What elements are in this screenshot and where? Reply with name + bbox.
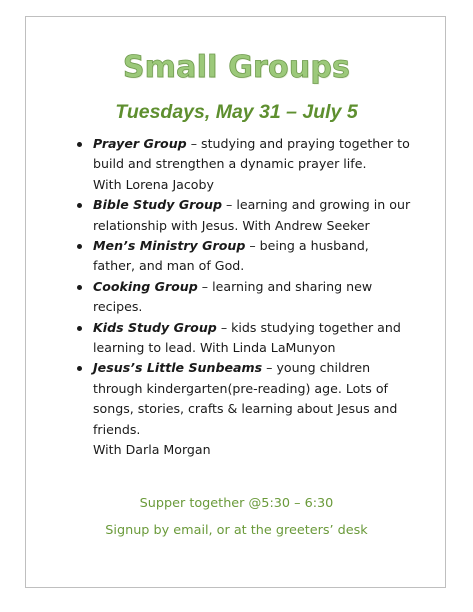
group-leader: With Andrew Seeker [238,217,370,233]
signup-note: Signup by email, or at the greeters’ desk [105,523,368,538]
group-name: Cooking Group [93,278,198,294]
group-separator: – [216,319,232,335]
group-description: young children through kindergarten(pre-reading) age. Lots of songs, stories, crafts & learning about Jesus and friends. [93,360,398,437]
group-description: studying and praying together to build and strengthen a dynamic prayer life. [93,136,410,172]
list-item [76,318,414,359]
group-leader: With Lorena Jacoby [93,176,214,192]
list-item [76,358,414,460]
group-description: being a husband, father, and man of God. [93,238,369,274]
group-separator: – [197,278,213,294]
list-item [76,134,414,195]
list-item [76,236,414,277]
date-range-subtitle: Tuesdays, May 31 – July 5 [115,101,358,123]
bullet-icon [77,366,82,371]
bullet-icon [77,244,82,249]
bullet-icon [77,203,82,208]
group-description: kids studying together and learning to lead. [93,319,401,356]
list-item [76,277,414,318]
group-name: Bible Study Group [93,197,223,213]
group-name: Men’s Ministry Group [93,238,246,254]
group-separator: – [245,238,260,254]
group-description: learning and growing in our relationship with Jesus. [93,197,411,233]
page-title: Small Groups [122,50,351,85]
group-list [76,134,414,461]
group-separator: – [222,197,237,213]
list-item [76,195,414,236]
group-leader: With Darla Morgan [93,442,211,458]
bullet-icon [77,326,82,331]
group-name: Prayer Group [93,136,187,151]
group-separator: – [186,136,202,151]
group-leader: With Linda LaMunyon [196,340,336,356]
supper-note: Supper together @5:30 – 6:30 [139,496,334,511]
group-name: Jesus’s Little Sunbeams [93,360,263,376]
group-description: learning and sharing new recipes. [93,278,373,315]
group-separator: – [262,360,277,376]
group-name: Kids Study Group [93,319,217,335]
bullet-icon [77,142,82,147]
bullet-icon [77,285,82,290]
